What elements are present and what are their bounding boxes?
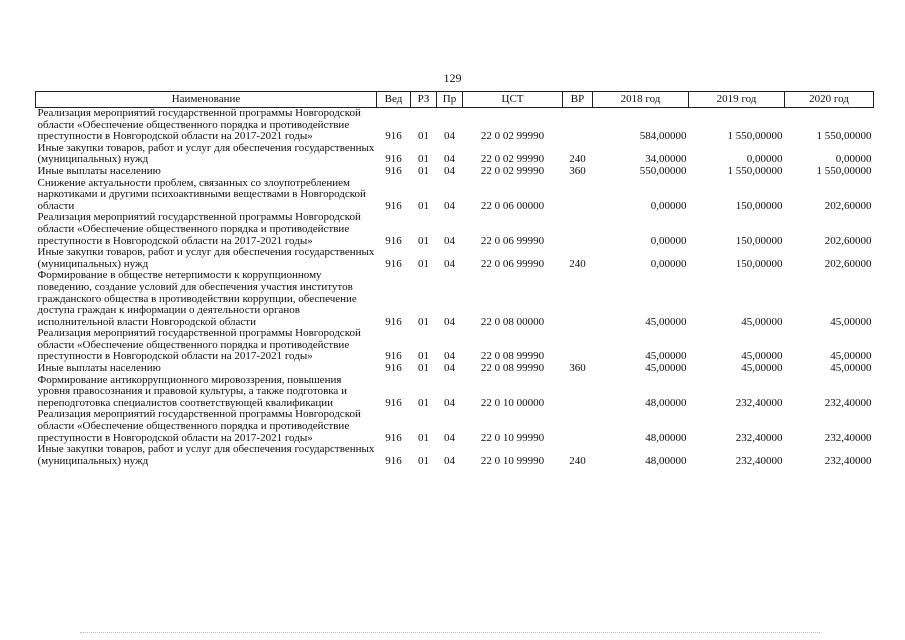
row-pr: 04 xyxy=(444,454,455,467)
row-value-2019: 1 550,00000 xyxy=(727,130,783,143)
table-row xyxy=(36,108,874,143)
row-rz: 01 xyxy=(418,234,429,247)
row-value-2020: 45,00000 xyxy=(830,362,872,375)
col-header-2018: 2018 год xyxy=(593,92,689,108)
row-rz: 01 xyxy=(418,431,429,444)
row-vr: 360 xyxy=(569,164,586,177)
row-name: Иные закупки товаров, работ и услуг для обеспечения государственных (муниципальных) нужд xyxy=(37,246,375,270)
row-vr: 240 xyxy=(569,454,586,467)
row-name: Реализация мероприятий государственной программы Новгородской области «Обеспечение общественного порядка и противодействие преступности в Новгородской области на 2017-2021 годы» xyxy=(37,408,361,444)
row-value-2019: 232,40000 xyxy=(735,431,783,444)
row-value-2019: 150,00000 xyxy=(735,257,783,270)
row-rz: 01 xyxy=(418,130,429,143)
row-value-2019: 150,00000 xyxy=(735,234,783,247)
row-vr xyxy=(563,212,593,247)
row-ved: 916 xyxy=(385,234,402,247)
row-pr: 04 xyxy=(444,234,455,247)
row-vr xyxy=(563,178,593,213)
row-value-2019: 232,40000 xyxy=(735,396,783,409)
row-cst: 22 0 06 99990 xyxy=(480,257,545,270)
row-value-2019: 0,00000 xyxy=(746,153,783,166)
row-ved: 916 xyxy=(385,431,402,444)
row-value-2020: 202,60000 xyxy=(824,257,872,270)
row-rz: 01 xyxy=(418,396,429,409)
row-pr: 04 xyxy=(444,431,455,444)
row-value-2018: 34,00000 xyxy=(645,153,687,166)
row-rz: 01 xyxy=(418,350,429,363)
row-value-2018: 584,00000 xyxy=(639,130,687,143)
row-name: Иные закупки товаров, работ и услуг для обеспечения государственных (муниципальных) нужд xyxy=(37,443,375,467)
row-name: Снижение актуальности проблем, связанных со злоупотреблением наркотиками и другими психоактивными веществами в Новгородской области xyxy=(37,176,366,212)
row-cst: 22 0 02 99990 xyxy=(480,153,545,166)
table-row xyxy=(36,375,874,410)
row-value-2020: 0,00000 xyxy=(835,153,872,166)
row-ved: 916 xyxy=(385,164,402,177)
table-row xyxy=(36,212,874,247)
row-cst: 22 0 06 00000 xyxy=(480,199,545,212)
row-vr: 240 xyxy=(569,153,586,166)
row-value-2019: 45,00000 xyxy=(741,362,783,375)
col-header-pr: Пр xyxy=(437,92,463,108)
row-rz: 01 xyxy=(418,153,429,166)
row-value-2018: 0,00000 xyxy=(650,199,687,212)
row-value-2019: 150,00000 xyxy=(735,199,783,212)
table-row xyxy=(36,270,874,328)
row-name: Реализация мероприятий государственной программы Новгородской области «Обеспечение общественного порядка и противодействие преступности в Новгородской области на 2017-2021 годы» xyxy=(37,211,361,247)
row-value-2020: 45,00000 xyxy=(830,315,872,328)
row-ved: 916 xyxy=(385,130,402,143)
row-value-2019: 1 550,00000 xyxy=(727,164,783,177)
row-value-2018: 45,00000 xyxy=(645,315,687,328)
row-value-2020: 1 550,00000 xyxy=(816,130,872,143)
table-row xyxy=(36,143,874,166)
scan-artifact-line xyxy=(80,632,820,634)
table-row xyxy=(36,178,874,213)
row-name: Формирование антикоррупционного мировоззрения, повышения уровня правосознания и правовой культуры, а также подготовка и переподготовка специалистов соответствующей квалификации xyxy=(37,373,347,409)
row-pr: 04 xyxy=(444,362,455,375)
row-ved: 916 xyxy=(385,350,402,363)
row-name: Иные выплаты населению xyxy=(37,362,161,375)
row-cst: 22 0 10 00000 xyxy=(480,396,545,409)
row-cst: 22 0 10 99990 xyxy=(480,431,545,444)
row-value-2018: 0,00000 xyxy=(650,257,687,270)
row-value-2018: 0,00000 xyxy=(650,234,687,247)
row-cst: 22 0 02 99990 xyxy=(480,164,545,177)
col-header-cst: ЦСТ xyxy=(463,92,563,108)
row-value-2019: 45,00000 xyxy=(741,315,783,328)
row-value-2019: 232,40000 xyxy=(735,454,783,467)
row-pr: 04 xyxy=(444,396,455,409)
col-header-ved: Вед xyxy=(377,92,411,108)
row-cst: 22 0 10 99990 xyxy=(480,454,545,467)
row-vr xyxy=(563,108,593,143)
table-row xyxy=(36,328,874,363)
table-header xyxy=(36,92,874,108)
row-pr: 04 xyxy=(444,130,455,143)
table-row xyxy=(36,409,874,444)
row-value-2020: 232,40000 xyxy=(824,431,872,444)
table-body xyxy=(36,108,874,468)
row-ved: 916 xyxy=(385,153,402,166)
row-pr: 04 xyxy=(444,153,455,166)
row-rz: 01 xyxy=(418,199,429,212)
row-pr: 04 xyxy=(444,257,455,270)
row-name: Иные выплаты населению xyxy=(37,164,161,177)
col-header-2019: 2019 год xyxy=(689,92,785,108)
row-value-2020: 202,60000 xyxy=(824,199,872,212)
row-value-2018: 48,00000 xyxy=(645,396,687,409)
row-value-2018: 48,00000 xyxy=(645,431,687,444)
col-header-name: Наименование xyxy=(36,92,377,108)
row-vr xyxy=(563,375,593,410)
row-ved: 916 xyxy=(385,257,402,270)
table-row xyxy=(36,247,874,270)
row-value-2020: 202,60000 xyxy=(824,234,872,247)
row-cst: 22 0 08 99990 xyxy=(480,350,545,363)
row-pr: 04 xyxy=(444,164,455,177)
row-ved: 916 xyxy=(385,315,402,328)
page-number: 129 xyxy=(443,71,462,85)
row-rz: 01 xyxy=(418,315,429,328)
row-value-2018: 550,00000 xyxy=(639,164,687,177)
row-rz: 01 xyxy=(418,362,429,375)
row-cst: 22 0 08 99990 xyxy=(480,362,545,375)
row-name: Реализация мероприятий государственной программы Новгородской области «Обеспечение общественного порядка и противодействие преступности в Новгородской области на 2017-2021 годы» xyxy=(37,107,361,143)
row-pr: 04 xyxy=(444,199,455,212)
row-value-2018: 48,00000 xyxy=(645,454,687,467)
col-header-2020: 2020 год xyxy=(785,92,874,108)
row-rz: 01 xyxy=(418,164,429,177)
row-pr: 04 xyxy=(444,315,455,328)
table-row xyxy=(36,363,874,375)
row-pr: 04 xyxy=(444,350,455,363)
row-cst: 22 0 02 99990 xyxy=(480,130,545,143)
row-vr: 240 xyxy=(569,257,586,270)
row-name: Иные закупки товаров, работ и услуг для обеспечения государственных (муниципальных) нужд xyxy=(37,141,375,166)
row-ved: 916 xyxy=(385,362,402,375)
table-row xyxy=(36,166,874,178)
budget-table xyxy=(35,91,874,467)
row-value-2018: 45,00000 xyxy=(645,362,687,375)
row-value-2020: 1 550,00000 xyxy=(816,164,872,177)
row-vr: 360 xyxy=(569,362,586,375)
row-name: Формирование в обществе нетерпимости к коррупционному поведению, создание условий для обеспечения участия институтов гражданского общества в противодействии коррупции, обеспечение доступа граждан к информации о деятельности органов исполнительной власти Новгородской области xyxy=(37,269,357,328)
row-ved: 916 xyxy=(385,454,402,467)
row-ved: 916 xyxy=(385,199,402,212)
col-header-rz: РЗ xyxy=(411,92,437,108)
row-cst: 22 0 08 00000 xyxy=(480,315,545,328)
col-header-vr: ВР xyxy=(563,92,593,108)
row-value-2020: 232,40000 xyxy=(824,454,872,467)
row-cst: 22 0 06 99990 xyxy=(480,234,545,247)
row-value-2018: 45,00000 xyxy=(645,350,687,363)
row-ved: 916 xyxy=(385,396,402,409)
row-vr xyxy=(563,270,593,328)
row-name: Реализация мероприятий государственной программы Новгородской области «Обеспечение общественного порядка и противодействие преступности в Новгородской области на 2017-2021 годы» xyxy=(37,327,361,363)
row-rz: 01 xyxy=(418,257,429,270)
row-value-2019: 45,00000 xyxy=(741,350,783,363)
row-value-2020: 232,40000 xyxy=(824,396,872,409)
table-row xyxy=(36,444,874,467)
row-vr xyxy=(563,328,593,363)
row-rz: 01 xyxy=(418,454,429,467)
row-value-2020: 45,00000 xyxy=(830,350,872,363)
row-vr xyxy=(563,409,593,444)
